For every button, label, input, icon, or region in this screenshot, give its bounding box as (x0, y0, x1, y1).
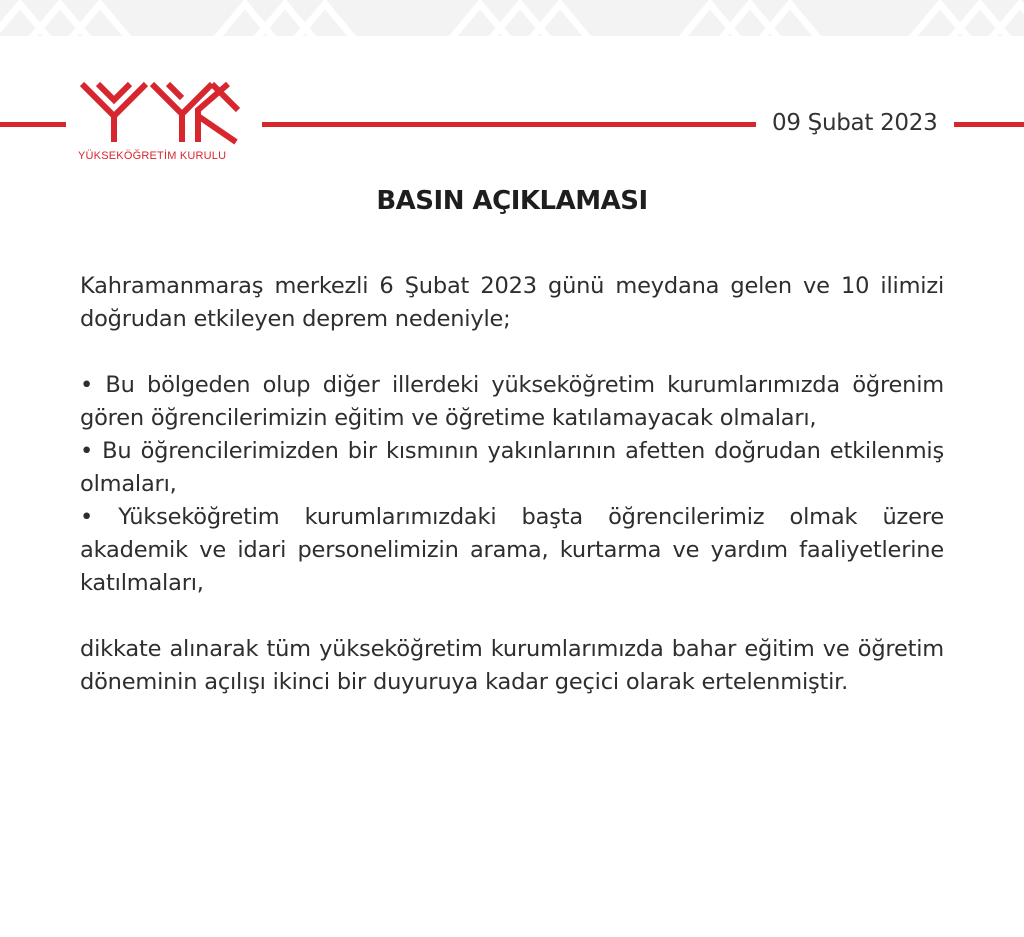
header-line-left (0, 122, 66, 127)
intro-paragraph: Kahramanmaraş merkezli 6 Şubat 2023 günü meydana gelen ve 10 ilimizi doğrudan etkileyen deprem nedeniyle; (80, 273, 944, 332)
org-name-label: YÜKSEKÖĞRETİM KURULU (78, 150, 227, 162)
page-title: BASIN AÇIKLAMASI (376, 186, 648, 216)
header-line-middle (262, 122, 756, 127)
release-date: 09 Şubat 2023 (772, 110, 938, 136)
top-pattern-band (0, 0, 1024, 36)
conclusion-paragraph: dikkate alınarak tüm yükseköğretim kurumlarımızda bahar eğitim ve öğretim döneminin açılışı ikinci bir duyuruya kadar geçici olarak ertelenmiştir. (80, 636, 944, 695)
header-line-right (954, 122, 1024, 127)
bullet-item: • Yükseköğretim kurumlarımızdaki başta öğrencilerimiz olmak üzere akademik ve idari personelimizin arama, kurtarma ve yardım faaliyetlerine katılmaları, (80, 504, 944, 596)
bullet-item: • Bu öğrencilerimizden bir kısmının yakınlarının afetten doğrudan etkilenmiş olmaları, (80, 438, 944, 497)
bullet-item: • Bu bölgeden olup diğer illerdeki yükseköğretim kurumlarımızda öğrenim gören öğrencilerimizin eğitim ve öğretime katılamayacak olmaları, (80, 372, 944, 431)
press-release-body (80, 270, 944, 699)
